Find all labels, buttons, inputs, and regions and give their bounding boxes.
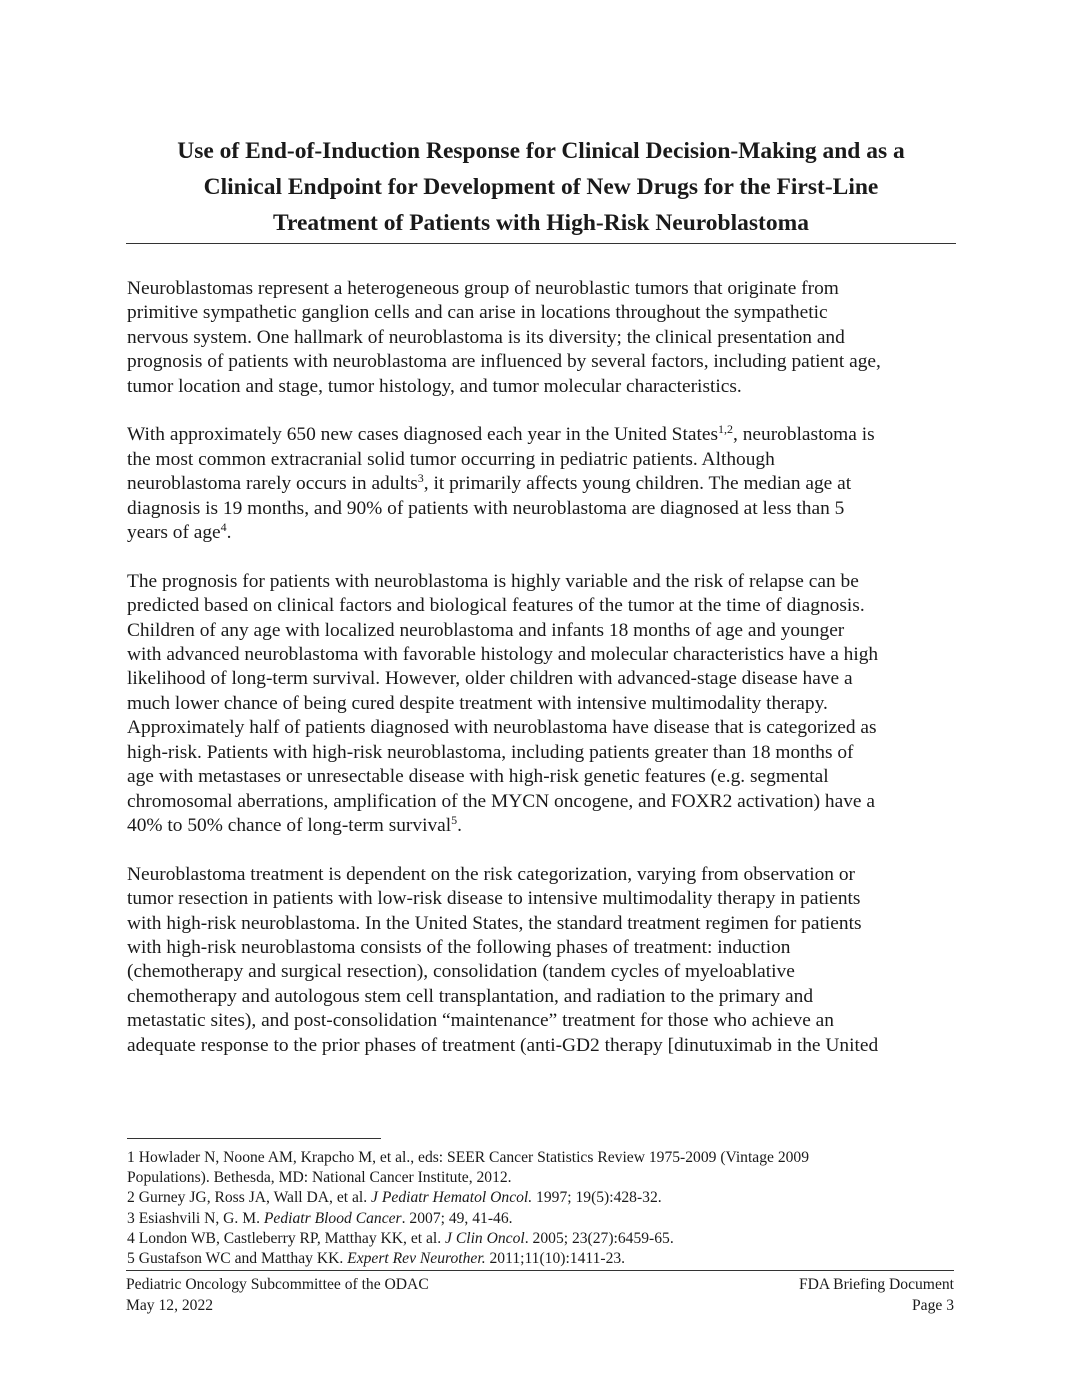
footnote-journal: Pediatr Blood Cancer: [263, 1209, 402, 1227]
footnote-2: [127, 1188, 957, 1208]
paragraph-overview: [127, 277, 957, 399]
text-line: primitive sympathetic ganglion cells and can arise in locations throughout the sympathetic: [127, 302, 828, 324]
footnote-3: [127, 1209, 957, 1229]
text-line: [127, 423, 957, 447]
text-segment: .: [457, 814, 463, 836]
text-segment: years of age: [127, 522, 221, 544]
text-line: with high-risk neuroblastoma consists of the following phases of treatment: induction: [127, 936, 791, 958]
footnote-journal: J Clin Oncol: [445, 1229, 525, 1247]
footer-document-type: FDA Briefing Document: [798, 1276, 954, 1293]
text-line: Children of any age with localized neuroblastoma and infants 18 months of age and younger: [127, 619, 845, 641]
text-line: tumor location and stage, tumor histology, and tumor molecular characteristics.: [127, 375, 742, 397]
footnote-authors: 5 Gustafson WC and Matthay KK.: [127, 1250, 348, 1268]
text-line: Neuroblastoma treatment is dependent on the risk categorization, varying from observation or: [127, 863, 856, 885]
text-line: chemotherapy and autologous stem cell transplantation, and radiation to the primary and: [127, 985, 814, 1007]
text-line: nervous system. One hallmark of neuroblastoma is its diversity; the clinical presentation and: [127, 326, 845, 348]
page-number: Page 3: [911, 1297, 954, 1314]
footnotes: [127, 1148, 957, 1269]
title-line: Clinical Endpoint for Development of New Drugs for the First-Line: [203, 174, 879, 200]
text-line: with advanced neuroblastoma with favorable histology and molecular characteristics have a high: [127, 644, 879, 666]
text-line: The prognosis for patients with neuroblastoma is highly variable and the risk of relapse can be: [127, 570, 859, 592]
text-line: prognosis of patients with neuroblastoma are influenced by several factors, including patient age,: [127, 351, 881, 373]
title-line: Treatment of Patients with High-Risk Neuroblastoma: [273, 210, 809, 236]
text-line: Approximately half of patients diagnosed with neuroblastoma have disease that is categorized as: [127, 717, 877, 739]
text-line: likelihood of long-term survival. However, older children with advanced-stage disease have a: [127, 668, 853, 690]
footnote-citation: . 2005; 23(27):6459-65.: [524, 1229, 674, 1247]
text-segment: 40% to 50% chance of long-term survival: [127, 814, 452, 836]
text-line: with high-risk neuroblastoma. In the United States, the standard treatment regimen for patients: [127, 912, 862, 934]
text-line: (chemotherapy and surgical resection), consolidation (tandem cycles of myeloablative: [127, 961, 795, 983]
page-footer: [126, 1270, 954, 1316]
text-segment: , it primarily affects young children. The median age at: [423, 473, 852, 495]
text-line: predicted based on clinical factors and biological features of the tumor at the time of diagnosis.: [127, 595, 865, 617]
text-line: [127, 472, 957, 496]
footnote-4: [127, 1229, 957, 1249]
text-line: the most common extracranial solid tumor occurring in pediatric patients. Although: [127, 448, 775, 470]
footnote-authors: 3 Esiashvili N, G. M.: [127, 1209, 264, 1227]
footnote-separator: [127, 1138, 381, 1139]
footnote-1: 1 Howlader N, Noone AM, Krapcho M, et al., eds: SEER Cancer Statistics Review 1975-2009 (Vintage 2009: [127, 1149, 810, 1166]
footnote-journal: Expert Rev Neurother.: [347, 1250, 486, 1268]
text-line: Neuroblastomas represent a heterogeneous group of neuroblastic tumors that originate from: [127, 278, 839, 299]
footnote-ref-5: 5: [451, 812, 458, 827]
paragraph-treatment: [127, 863, 957, 1058]
footer-left: [126, 1274, 429, 1316]
body-text: [127, 277, 957, 1082]
footnote-ref-1-2: 1,2: [718, 422, 733, 437]
footnote-ref-4: 4: [220, 520, 227, 535]
document-title: [126, 133, 956, 244]
footnote-5: [127, 1249, 957, 1269]
footnote-citation: . 2007; 49, 41-46.: [401, 1209, 513, 1227]
paragraph-prognosis: [127, 570, 957, 838]
text-line: much lower chance of being cured despite treatment with intensive multimodality therapy.: [127, 692, 828, 714]
footnote-journal: J Pediatr Hematol Oncol.: [371, 1189, 533, 1207]
text-segment: With approximately 650 new cases diagnosed each year in the United States: [127, 424, 718, 446]
text-line: chromosomal aberrations, amplification of the MYCN oncogene, and FOXR2 activation) have a: [127, 790, 875, 812]
text-line: tumor resection in patients with low-risk disease to intensive multimodality therapy in patients: [127, 888, 861, 910]
footnote-ref-3: 3: [417, 471, 424, 486]
text-line: adequate response to the prior phases of treatment (anti-GD2 therapy [dinutuximab in the United: [127, 1034, 879, 1056]
footnote-authors: 2 Gurney JG, Ross JA, Wall DA, et al.: [127, 1189, 372, 1207]
text-line: high-risk. Patients with high-risk neuroblastoma, including patients greater than 18 months of: [127, 741, 854, 763]
title-line: Use of End-of-Induction Response for Clinical Decision-Making and as a: [177, 138, 905, 164]
text-segment: neuroblastoma rarely occurs in adults: [127, 473, 418, 495]
text-segment: .: [226, 522, 232, 544]
footer-committee: Pediatric Oncology Subcommittee of the ODAC: [126, 1276, 429, 1293]
text-line: diagnosis is 19 months, and 90% of patients with neuroblastoma are diagnosed at less than 5: [127, 497, 845, 519]
footnote-authors: 4 London WB, Castleberry RP, Matthay KK, et al.: [127, 1229, 446, 1247]
footer-date: May 12, 2022: [126, 1297, 214, 1314]
footnote-citation: 1997; 19(5):428-32.: [532, 1189, 662, 1207]
text-line: age with metastases or unresectable disease with high-risk genetic features (e.g. segmental: [127, 766, 829, 788]
text-line: metastatic sites), and post-consolidation “maintenance” treatment for those who achieve an: [127, 1010, 834, 1032]
paragraph-incidence: [127, 423, 957, 545]
text-line: [127, 814, 957, 838]
text-line: [127, 521, 957, 545]
footer-right: [799, 1274, 954, 1316]
text-segment: , neuroblastoma is: [733, 424, 875, 446]
footnote-1-continued: Populations). Bethesda, MD: National Cancer Institute, 2012.: [127, 1169, 512, 1187]
footnote-citation: 2011;11(10):1411-23.: [485, 1250, 626, 1268]
